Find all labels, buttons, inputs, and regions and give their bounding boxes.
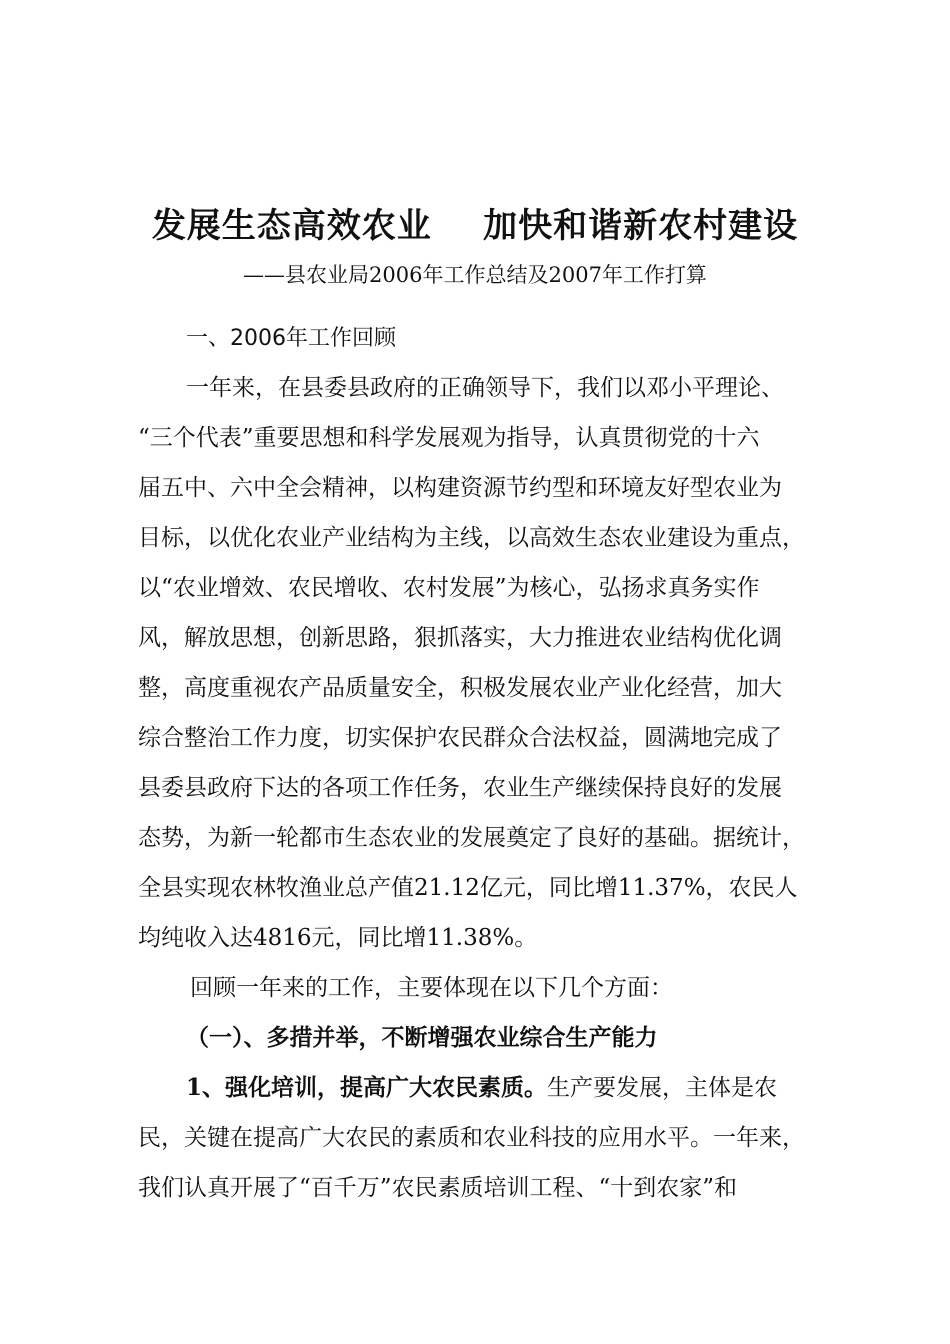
- intro-line-1: 一年来，在县委县政府的正确领导下，我们以邓小平理论、: [186, 375, 784, 401]
- intro-line-3: 届五中、六中全会精神，以构建资源节约型和环境友好型农业为: [138, 475, 782, 501]
- point-1-line-3: 我们认真开展了“百千万”农民素质培训工程、“十到农家”和: [138, 1175, 738, 1201]
- section-heading: 一、2006年工作回顾: [186, 326, 396, 351]
- intro-line-6: 风，解放思想，创新思路，狠抓落实，大力推进农业结构优化调: [138, 625, 782, 651]
- document-title: 发展生态高效农业 加快和谐新农村建设: [151, 206, 799, 246]
- document-subtitle: ——县农业局2006年工作总结及2007年工作打算: [243, 263, 707, 287]
- point-1-line: [186, 1068, 886, 1108]
- intro-line-10: 态势，为新一轮都市生态农业的发展奠定了良好的基础。据统计，: [138, 825, 805, 851]
- intro-line-11: 全县实现农林牧渔业总产值21.12亿元，同比增11.37%，农民人: [138, 875, 798, 901]
- subsection-heading: （一）、多措并举，不断增强农业综合生产能力: [186, 1024, 658, 1051]
- point-1-line-2: 民，关键在提高广大农民的素质和农业科技的应用水平。一年来，: [138, 1125, 805, 1151]
- point-1-text: 生产要发展，主体是农: [547, 1075, 778, 1101]
- intro-line-2: “三个代表”重要思想和科学发展观为指导，认真贯彻党的十六: [138, 425, 760, 451]
- intro-line-9: 县委县政府下达的各项工作任务，农业生产继续保持良好的发展: [138, 775, 782, 801]
- intro-line-4: 目标，以优化农业产业结构为主线，以高效生态农业建设为重点，: [138, 525, 805, 551]
- intro-line-12: 均纯收入达4816元，同比增11.38%。: [138, 925, 538, 951]
- intro-line-8: 综合整治工作力度，切实保护农民群众合法权益，圆满地完成了: [138, 725, 782, 751]
- point-1-heading: 1、强化培训，提高广大农民素质。: [186, 1074, 548, 1101]
- review-line: 回顾一年来的工作，主要体现在以下几个方面：: [190, 975, 673, 1001]
- intro-line-7: 整，高度重视农产品质量安全，积极发展农业产业化经营，加大: [138, 675, 782, 701]
- intro-line-5: 以“农业增效、农民增收、农村发展”为核心，弘扬求真务实作: [138, 575, 760, 601]
